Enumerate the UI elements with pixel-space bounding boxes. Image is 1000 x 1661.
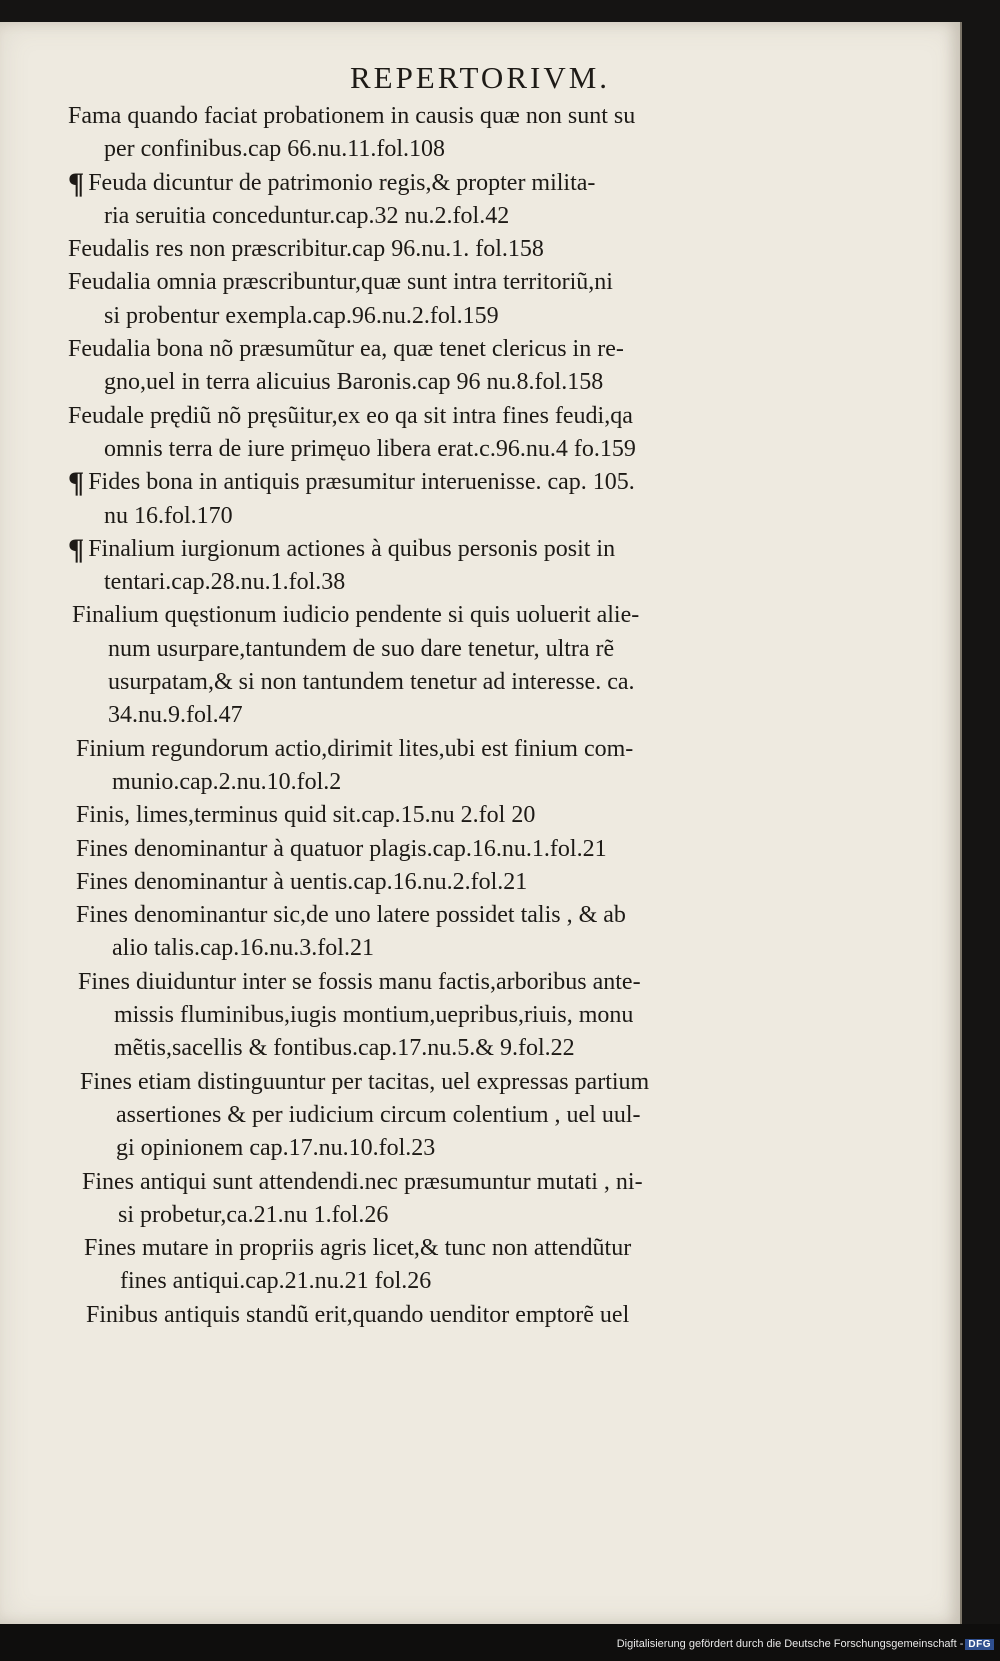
entry-text: nu 16.fol.170 xyxy=(104,502,233,529)
entry-first-line xyxy=(86,1299,938,1332)
index-entry xyxy=(76,733,938,800)
entry-first-line xyxy=(76,866,938,899)
entry-first-line xyxy=(68,533,938,566)
entry-text: Fama quando faciat probationem in causis quæ non sunt su xyxy=(68,103,636,129)
index-entry xyxy=(78,966,938,1066)
pilcrow-icon: ¶ xyxy=(68,466,85,500)
index-entry xyxy=(68,333,938,400)
entry-first-line xyxy=(80,1066,938,1099)
entry-continuation-line xyxy=(68,200,938,233)
entry-text: Fines mutare in propriis agris licet,& tunc non attendũtur xyxy=(84,1235,632,1262)
index-entry xyxy=(68,533,938,600)
entry-text: Finium regundorum actio,dirimit lites,ubi est finium com- xyxy=(76,735,634,762)
entry-continuation-line xyxy=(72,633,938,666)
index-entry xyxy=(68,266,938,333)
dfg-logo: DFG xyxy=(965,1639,994,1650)
entry-text: Feuda dicuntur de patrimonio regis,& propter milita- xyxy=(88,169,596,196)
index-entry xyxy=(76,799,938,832)
entry-continuation-line xyxy=(68,366,938,399)
entry-first-line xyxy=(72,599,938,632)
entry-text: num usurpare,tantundem de suo dare tenetur, ultra rẽ xyxy=(108,635,615,662)
entry-text: si probetur,ca.21.nu 1.fol.26 xyxy=(118,1201,389,1228)
index-entry xyxy=(68,167,938,234)
entry-text: assertiones & per iudicium circum colentium , uel uul- xyxy=(116,1101,641,1128)
entry-first-line xyxy=(76,733,938,766)
pilcrow-icon: ¶ xyxy=(68,532,85,566)
entry-continuation-line xyxy=(80,1132,938,1165)
entry-continuation-line xyxy=(82,1199,938,1232)
entry-text: 34.nu.9.fol.47 xyxy=(108,702,243,729)
index-entry xyxy=(82,1166,938,1233)
entry-continuation-line xyxy=(68,133,938,166)
entry-first-line xyxy=(78,966,938,999)
entry-continuation-line xyxy=(84,1265,938,1298)
credit-text: Digitalisierung gefördert durch die Deutsche Forschungsgemeinschaft - xyxy=(616,1638,964,1650)
entry-continuation-line xyxy=(80,1099,938,1132)
entry-text: alio talis.cap.16.nu.3.fol.21 xyxy=(112,935,374,962)
entry-text: tentari.cap.28.nu.1.fol.38 xyxy=(104,569,346,596)
entry-text: Finalium iurgionum actiones à quibus personis posit in xyxy=(88,535,616,562)
entry-continuation-line xyxy=(68,433,938,466)
index-entry xyxy=(76,866,938,899)
entry-text: Feudale prędiũ nõ pręsũitur,ex eo qa sit intra fines feudi,qa xyxy=(68,402,633,429)
entry-continuation-line xyxy=(76,932,938,965)
entry-text: missis fluminibus,iugis montium,uepribus,riuis, monu xyxy=(114,1002,634,1029)
index-entry xyxy=(68,400,938,467)
entry-text: usurpatam,& si non tantundem tenetur ad interesse. ca. xyxy=(108,669,635,696)
index-entry xyxy=(72,599,938,732)
entry-first-line xyxy=(68,100,938,133)
entry-text: Finibus antiquis standũ erit,quando uenditor emptorẽ uel xyxy=(86,1301,630,1328)
entry-text: Feudalia omnia præscribuntur,quæ sunt intra territoriũ,ni xyxy=(68,269,613,296)
running-header: REPERTORIVM. xyxy=(349,60,611,95)
entry-first-line xyxy=(68,167,938,200)
entry-text: Feudalia bona nõ præsumũtur ea, quæ tenet clericus in re- xyxy=(68,336,624,363)
index-entries xyxy=(68,100,938,1332)
entry-text: Fines etiam distinguuntur per tacitas, uel expressas partium xyxy=(80,1068,650,1095)
entry-text: mẽtis,sacellis & fontibus.cap.17.nu.5.& 9.fol.22 xyxy=(114,1035,575,1062)
entry-text: Fines antiqui sunt attendendi.nec præsumuntur mutati , ni- xyxy=(82,1168,643,1195)
entry-first-line xyxy=(68,333,938,366)
entry-text: Fines denominantur à uentis.cap.16.nu.2.fol.21 xyxy=(76,868,528,895)
entry-text: Fines denominantur sic,de uno latere possidet talis , & ab xyxy=(76,902,626,929)
entry-first-line xyxy=(68,266,938,299)
digitization-credit xyxy=(617,1638,994,1650)
entry-text: Fides bona in antiquis præsumitur interuenisse. cap. 105. xyxy=(88,469,635,496)
entry-text: Fines diuiduntur inter se fossis manu factis,arboribus ante- xyxy=(78,968,641,995)
index-entry xyxy=(76,833,938,866)
entry-text: fines antiqui.cap.21.nu.21 fol.26 xyxy=(120,1268,432,1295)
entry-first-line xyxy=(84,1232,938,1265)
entry-text: si probentur exempla.cap.96.nu.2.fol.159 xyxy=(104,302,499,329)
entry-text: per confinibus.cap 66.nu.11.fol.108 xyxy=(104,136,446,163)
index-entry xyxy=(86,1299,938,1332)
entry-text: gno,uel in terra alicuius Baronis.cap 96 nu.8.fol.158 xyxy=(104,369,604,396)
entry-first-line xyxy=(68,400,938,433)
entry-text: gi opinionem cap.17.nu.10.fol.23 xyxy=(116,1135,436,1162)
entry-continuation-line xyxy=(68,500,938,533)
entry-continuation-line xyxy=(72,666,938,699)
entry-continuation-line xyxy=(78,999,938,1032)
entry-text: Fines denominantur à quatuor plagis.cap.16.nu.1.fol.21 xyxy=(76,835,607,862)
index-entry xyxy=(80,1066,938,1166)
entry-first-line xyxy=(76,799,938,832)
entry-first-line xyxy=(68,233,938,266)
entry-first-line xyxy=(82,1166,938,1199)
entry-first-line xyxy=(76,899,938,932)
entry-text: munio.cap.2.nu.10.fol.2 xyxy=(112,768,342,795)
entry-continuation-line xyxy=(68,566,938,599)
entry-text: Finalium quęstionum iudicio pendente si quis uoluerit alie- xyxy=(72,602,640,629)
entry-first-line xyxy=(76,833,938,866)
entry-text: Finis, limes,terminus quid sit.cap.15.nu 2.fol 20 xyxy=(76,802,536,829)
pilcrow-icon: ¶ xyxy=(68,166,85,200)
entry-text: ria seruitia conceduntur.cap.32 nu.2.fol.42 xyxy=(104,202,510,229)
entry-continuation-line xyxy=(76,766,938,799)
index-entry xyxy=(68,100,938,167)
entry-continuation-line xyxy=(72,699,938,732)
entry-first-line xyxy=(68,466,938,499)
index-entry xyxy=(76,899,938,966)
entry-continuation-line xyxy=(78,1032,938,1065)
entry-text: Feudalis res non præscribitur.cap 96.nu.1. fol.158 xyxy=(68,236,544,263)
entry-continuation-line xyxy=(68,300,938,333)
entry-text: omnis terra de iure primęuo libera erat.c.96.nu.4 fo.159 xyxy=(104,435,636,462)
index-entry xyxy=(84,1232,938,1299)
index-entry xyxy=(68,233,938,266)
index-entry xyxy=(68,466,938,533)
